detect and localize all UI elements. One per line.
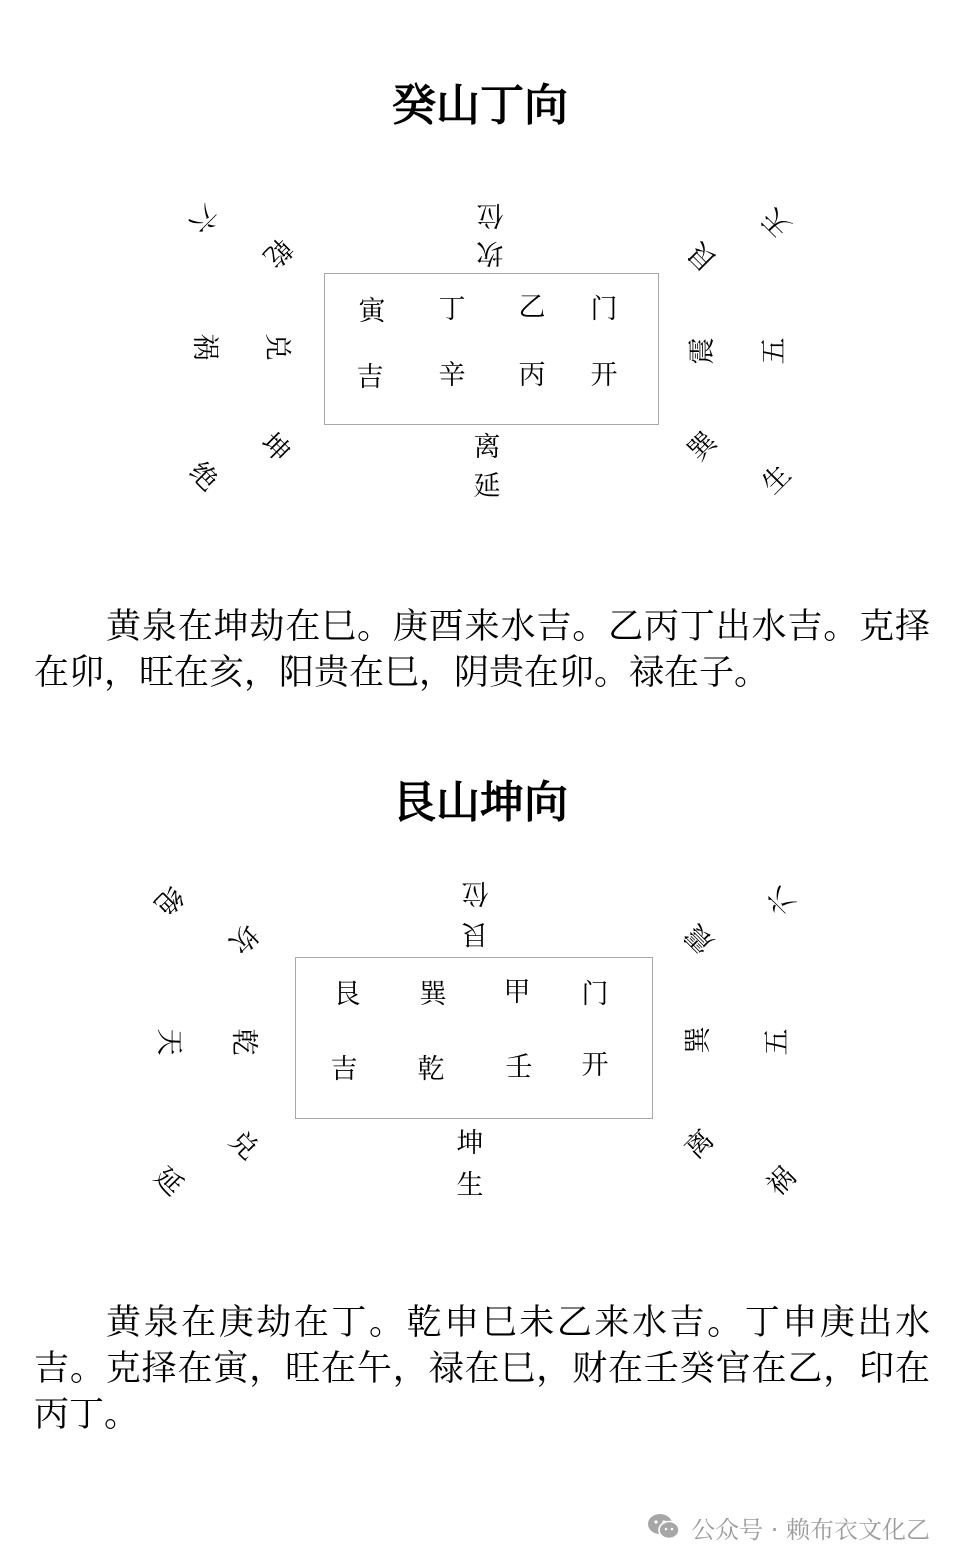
section-2-left-outer-1: 绝 bbox=[147, 879, 189, 921]
section-1-left-inner-1: 乾 bbox=[256, 231, 298, 273]
section-1-top-1: 坎 bbox=[476, 237, 504, 268]
section-1-left-outer-2: 祸 bbox=[189, 333, 220, 361]
section-2-top-2: 位 bbox=[461, 877, 489, 908]
section-1-inner-r2-c1: 吉 bbox=[356, 362, 384, 393]
section-2-inner-r2-c4: 开 bbox=[581, 1050, 609, 1081]
section-1-right-inner-1: 艮 bbox=[682, 235, 724, 277]
section-1-inner-r2-c2: 辛 bbox=[438, 360, 466, 391]
section-1-inner-r1-c4: 门 bbox=[590, 294, 618, 325]
section-2-right-inner-2: 巽 bbox=[683, 1026, 714, 1054]
section-2-inner-r1-c3: 甲 bbox=[503, 977, 531, 1008]
section-1-title: 癸山丁向 bbox=[392, 80, 568, 131]
section-1-right-inner-2: 震 bbox=[687, 337, 718, 365]
section-1-text: 黄泉在坤劫在巳。庚酉来水吉。乙丙丁出水吉。克择在卯，旺在亥，阳贵在巳，阴贵在卯。禄在子。 bbox=[34, 607, 930, 693]
section-1-left-inner-2: 兑 bbox=[261, 333, 292, 361]
section-1-left-outer-1: 六 bbox=[182, 197, 224, 239]
section-1-bottom-2: 延 bbox=[473, 471, 501, 502]
section-2-left-inner-2: 乾 bbox=[228, 1028, 259, 1056]
section-1-left-inner-3: 坤 bbox=[254, 427, 296, 469]
section-1-right-outer-2: 五 bbox=[759, 337, 790, 365]
section-2-right-outer-1: 六 bbox=[761, 879, 803, 921]
wechat-icon bbox=[647, 1512, 681, 1542]
section-2-right-outer-3: 祸 bbox=[761, 1161, 803, 1203]
account-label: 公众号 · 赖布衣文化乙 bbox=[691, 1515, 930, 1544]
section-1-bottom-1: 离 bbox=[473, 432, 501, 463]
section-2-left-outer-2: 天 bbox=[153, 1028, 184, 1056]
section-2-inner-r2-c2: 乾 bbox=[417, 1054, 445, 1085]
account-watermark bbox=[647, 1505, 930, 1549]
section-2-title: 艮山坤向 bbox=[392, 777, 568, 828]
section-2-right-inner-3: 离 bbox=[679, 1124, 721, 1166]
section-2-bottom-2: 生 bbox=[456, 1170, 484, 1201]
section-1-inner-r1-c1: 寅 bbox=[358, 296, 386, 327]
section-1-left-outer-3: 绝 bbox=[182, 456, 224, 498]
section-1-inner-r1-c3: 乙 bbox=[518, 292, 546, 323]
section-2-bottom-1: 坤 bbox=[456, 1128, 484, 1159]
section-2-right-inner-1: 震 bbox=[679, 917, 721, 959]
section-2-text: 黄泉在庚劫在丁。乾申巳未乙来水吉。丁申庚出水吉。克择在寅，旺在午，禄在巳，财在壬癸官在乙，印在丙丁。 bbox=[34, 1303, 930, 1435]
section-2-left-outer-3: 延 bbox=[147, 1161, 189, 1203]
section-1-right-outer-3: 生 bbox=[756, 459, 798, 501]
section-2-left-inner-1: 坎 bbox=[222, 917, 264, 959]
section-1-inner-r1-c2: 丁 bbox=[438, 294, 466, 325]
section-2-inner-r1-c2: 巽 bbox=[419, 979, 447, 1010]
section-1-inner-r2-c3: 丙 bbox=[518, 360, 546, 391]
section-1-top-2: 位 bbox=[476, 199, 504, 230]
section-1-inner-r2-c4: 开 bbox=[590, 360, 618, 391]
section-2-left-inner-3: 兑 bbox=[222, 1125, 264, 1167]
section-2-inner-r1-c4: 门 bbox=[581, 979, 609, 1010]
section-2-inner-r2-c1: 吉 bbox=[330, 1054, 358, 1085]
section-2-inner-r1-c1: 艮 bbox=[333, 979, 361, 1010]
section-2-inner-r2-c3: 壬 bbox=[505, 1052, 533, 1083]
section-1-right-inner-3: 巽 bbox=[682, 426, 724, 468]
section-2-top-1: 艮 bbox=[461, 918, 489, 949]
section-2-right-outer-2: 五 bbox=[762, 1028, 793, 1056]
section-1-right-outer-1: 天 bbox=[756, 201, 798, 243]
